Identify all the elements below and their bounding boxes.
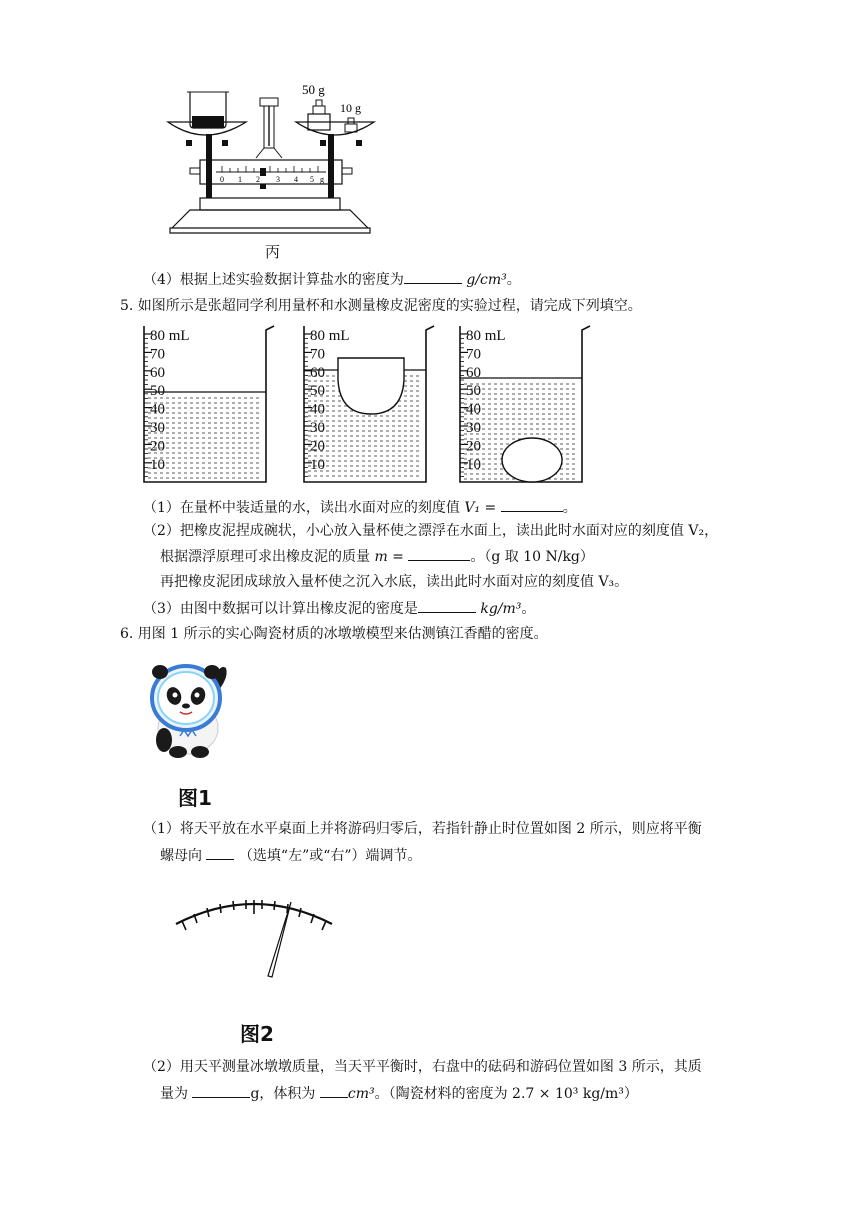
cylinder-tick-label: 10 — [150, 456, 165, 473]
cylinder-tick-label: 20 — [466, 438, 481, 455]
cylinder-tick-label: 40 — [310, 401, 325, 418]
q5-stem: 5. 如图所示是张超同学利用量杯和水测量橡皮泥密度的实验过程，请完成下列填空。 — [120, 298, 642, 314]
q5-part2-line1: （2）把橡皮泥捏成碗状，小心放入量杯使之漂浮在水面上，读出此时水面对应的刻度值 V₂， — [143, 523, 719, 539]
weight-10-label: 10 g — [340, 101, 361, 115]
clay-ball — [502, 438, 562, 482]
q6-part2-line2 — [160, 1083, 638, 1104]
scale-tick-0: 0 — [220, 175, 224, 184]
cylinder-tick-label: 60 — [150, 364, 165, 381]
q6-part1-before: 螺母向 — [160, 848, 202, 864]
cylinder-tick-label: 30 — [150, 420, 165, 436]
rider — [260, 168, 266, 176]
cylinder-tick-label: 50 — [150, 383, 165, 400]
q6-stem: 6. 用图 1 所示的实心陶瓷材质的冰墩墩模型来估测镇江香醋的密度。 — [120, 626, 548, 642]
q5-part3-end: 。 — [521, 601, 536, 617]
cylinder-tick-label: 20 — [150, 438, 165, 455]
q4-end: 。 — [506, 272, 521, 288]
q6-volume-blank[interactable] — [320, 1083, 348, 1098]
cylinder-tick-label: 30 — [466, 420, 481, 436]
weight-50-label: 50 g — [302, 82, 325, 97]
q5-part2-var: m = — [374, 549, 409, 565]
cylinder-tick-label: 60 — [310, 364, 325, 381]
q5-part2-line3: 再把橡皮泥团成球放入量杯使之沉入水底，读出此时水面对应的刻度值 V₃。 — [160, 574, 629, 590]
cylinder-tick-label: 50 — [466, 383, 481, 400]
cylinder-tick-label: 10 — [466, 456, 481, 473]
q4-text: （4）根据上述实验数据计算盐水的密度为 — [143, 272, 404, 288]
cylinder-tick-label: 20 — [310, 438, 325, 455]
q5-part3 — [143, 598, 535, 619]
fig2-caption: 图2 — [240, 1022, 274, 1046]
q5-part3-unit: kg/m³ — [480, 601, 522, 617]
cylinder-tick-label: 70 — [150, 346, 165, 363]
q4-answer-blank[interactable] — [404, 269, 462, 284]
figure-caption-bing: 丙 — [265, 243, 281, 261]
cylinder-tick-label: 40 — [466, 401, 481, 418]
pointer-figure — [172, 888, 336, 988]
cylinder-tick-label: 80 mL — [310, 328, 350, 344]
cylinder-figure — [142, 322, 782, 490]
q5-mass-blank[interactable] — [408, 546, 470, 561]
fig1-caption: 图1 — [178, 786, 212, 810]
q6-part2-after: 。（陶瓷材料的密度为 2.7 × 10³ kg/m³） — [374, 1086, 638, 1102]
mascot-figure — [140, 660, 240, 760]
q6-part2-mid: g，体积为 — [250, 1086, 316, 1102]
scale-tick-1: 1 — [238, 175, 242, 184]
q6-part2-before: 量为 — [160, 1086, 188, 1102]
weight-10g — [345, 124, 357, 132]
scale-tick-g: g — [320, 175, 324, 184]
cylinder-tick-label: 80 mL — [466, 328, 506, 344]
cylinder-tick-label: 40 — [150, 401, 165, 418]
cylinder-tick-label: 10 — [310, 456, 325, 473]
q5-part1 — [143, 497, 577, 518]
q5-v1-blank[interactable] — [501, 497, 563, 512]
cylinder-tick-label: 70 — [466, 346, 481, 363]
pointer-scale-diagram — [172, 888, 336, 988]
q4-unit: g/cm³ — [466, 272, 507, 288]
scale-tick-5: 5 — [310, 175, 314, 184]
q6-volume-unit: cm³ — [347, 1086, 375, 1102]
q5-part1-end: 。 — [562, 500, 577, 516]
balance-diagram — [160, 78, 380, 243]
cylinder-tick-label: 80 mL — [150, 328, 190, 344]
q6-part1-line2 — [160, 845, 422, 866]
bowl-shaped-clay — [338, 358, 404, 414]
scale-tick-2: 2 — [256, 175, 260, 184]
bing-dwen-dwen-image — [140, 660, 240, 760]
cylinder-diagram — [142, 322, 782, 490]
cylinder-tick-label: 30 — [310, 420, 325, 436]
q5-part2-end: 。（g 取 10 N/kg） — [470, 549, 594, 565]
q5-part2-text: 根据漂浮原理可求出橡皮泥的质量 — [160, 549, 375, 565]
q4-part4 — [143, 269, 521, 290]
q5-part1-var: V₁ = — [464, 500, 501, 516]
q5-part1-text: （1）在量杯中装适量的水，读出水面对应的刻度值 — [143, 500, 465, 516]
q6-part2-line1: （2）用天平测量冰墩墩质量，当天平平衡时，右盘中的砝码和游码位置如图 3 所示，其质 — [143, 1059, 702, 1075]
scale-tick-3: 3 — [276, 175, 280, 184]
scale-tick-4: 4 — [294, 175, 298, 184]
cylinder-tick-label: 70 — [310, 346, 325, 363]
q5-part2-line2 — [160, 546, 594, 567]
cylinder-tick-label: 60 — [466, 364, 481, 381]
q5-density-blank[interactable] — [418, 598, 476, 613]
q6-part1-after: （选填“左”或“右”）端调节。 — [238, 848, 422, 864]
balance-figure — [160, 78, 380, 243]
cylinder-tick-label: 50 — [310, 383, 325, 400]
balance-pointer — [268, 902, 291, 977]
q6-part1-line1: （1）将天平放在水平桌面上并将游码归零后，若指针静止时位置如图 2 所示，则应将平衡 — [143, 821, 702, 837]
q6-mass-blank[interactable] — [192, 1083, 250, 1098]
q5-part3-text: （3）由图中数据可以计算出橡皮泥的密度是 — [143, 601, 418, 617]
q6-direction-blank[interactable] — [206, 845, 234, 860]
